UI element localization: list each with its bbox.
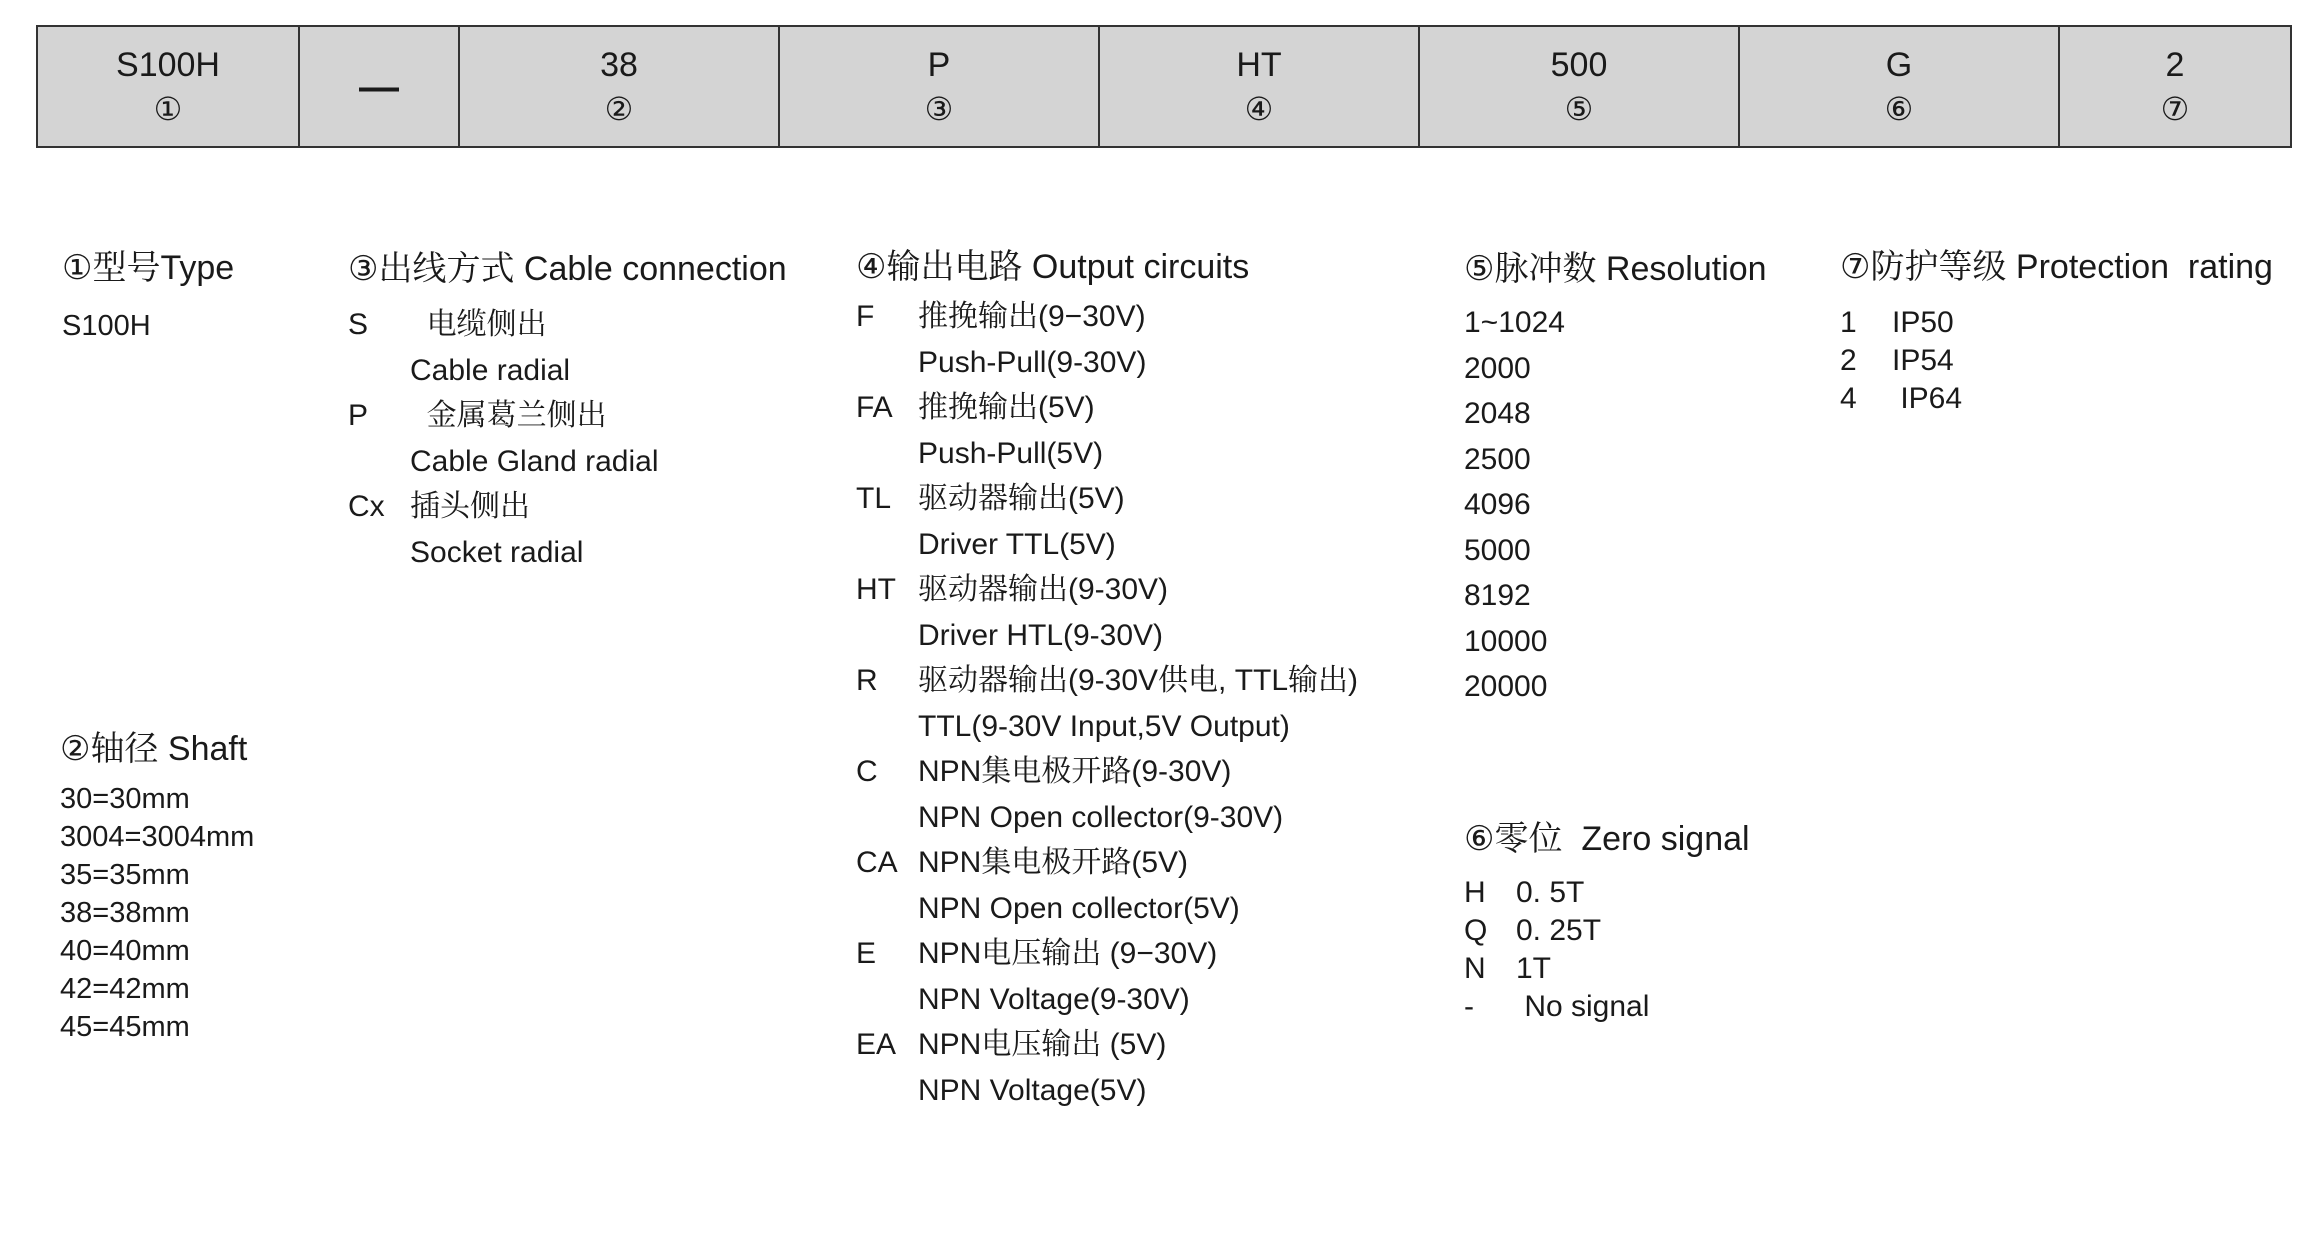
option-row: [856, 476, 1358, 567]
list-item: 2000: [1464, 351, 1531, 385]
list-item: 3004=3004mm: [60, 821, 255, 853]
code-value: S100H: [116, 45, 220, 84]
option-en: Cable radial: [410, 353, 571, 387]
option-row: [856, 931, 1358, 1022]
option-cn: 驱动器输出(9-30V供电, TTL输出): [918, 664, 1359, 697]
option-code: -: [1464, 990, 1474, 1023]
list-item: 40=40mm: [60, 935, 190, 967]
shaft-list: [60, 780, 254, 1046]
list-item: 42=42mm: [60, 973, 190, 1005]
option-code: TL: [856, 482, 892, 515]
code-value: G: [1885, 45, 1913, 84]
option-text: 0. 25T: [1516, 914, 1602, 947]
code-cell-separator: [300, 27, 460, 146]
code-index: ⑦: [2160, 90, 2190, 127]
option-code: Cx: [348, 490, 385, 523]
option-en: Driver HTL(9-30V): [918, 618, 1164, 652]
option-row: [348, 302, 787, 393]
list-item: 30=30mm: [60, 783, 190, 815]
option-cn: NPN电压输出 (9−30V): [918, 937, 1218, 970]
code-separator: —: [359, 64, 399, 109]
code-value: 38: [600, 45, 638, 84]
list-item: 45=45mm: [60, 1011, 190, 1043]
protection-section: [1840, 244, 2273, 418]
option-code: CA: [856, 846, 898, 879]
list-item: 2048: [1464, 397, 1531, 430]
code-cell-type: [38, 27, 300, 146]
list-item: 20000: [1464, 670, 1548, 703]
order-code-table: [36, 25, 2292, 148]
list-item: 38=38mm: [60, 897, 190, 929]
option-cn: 驱动器输出(9-30V): [918, 573, 1169, 606]
code-value: 500: [1550, 45, 1608, 84]
list-item: 5000: [1464, 533, 1531, 567]
output-section: [856, 244, 1358, 1113]
resolution-list: [1464, 300, 1767, 710]
zero-options: [1464, 874, 1750, 1026]
option-en: NPN Voltage(5V): [918, 1073, 1147, 1107]
option-row: [1464, 912, 1750, 950]
output-options: [856, 294, 1358, 1113]
option-cn: 插头侧出: [410, 490, 530, 523]
protection-options: [1840, 304, 2273, 418]
option-cn: 推挽输出(5V): [918, 391, 1095, 424]
option-text: 0. 5T: [1516, 876, 1585, 909]
option-code: 4: [1840, 382, 1857, 415]
option-row: [1840, 342, 2273, 380]
code-value: 2: [2165, 45, 2185, 84]
option-row: [856, 749, 1358, 840]
option-code: N: [1464, 952, 1486, 985]
option-text: IP50: [1892, 306, 1954, 339]
option-en: Driver TTL(5V): [918, 527, 1116, 561]
zero-section: [1464, 816, 1750, 1026]
option-code: P: [348, 399, 369, 432]
option-en: TTL(9-30V Input,5V Output): [918, 709, 1290, 743]
cable-section: [348, 246, 787, 575]
option-row: [1464, 988, 1750, 1026]
cable-title: ③出线方式 Cable connection: [348, 250, 787, 288]
option-row: [1840, 380, 2273, 418]
option-row: [856, 385, 1358, 476]
option-row: [348, 393, 787, 484]
shaft-section: [60, 726, 254, 1046]
option-row: [856, 1022, 1358, 1113]
list-item: 1~1024: [1464, 306, 1565, 339]
option-en: Push-Pull(9-30V): [918, 345, 1147, 379]
option-cn: 驱动器输出(5V): [918, 482, 1125, 515]
option-text: No signal: [1516, 990, 1650, 1023]
list-item: 2500: [1464, 442, 1531, 476]
option-code: FA: [856, 391, 893, 424]
option-text: IP54: [1892, 344, 1954, 377]
resolution-title: ⑤脉冲数 Resolution: [1464, 250, 1767, 288]
option-en: Socket radial: [410, 535, 584, 569]
option-en: NPN Open collector(5V): [918, 891, 1240, 925]
list-item: 35=35mm: [60, 859, 190, 891]
option-row: [856, 840, 1358, 931]
list-item: 8192: [1464, 579, 1531, 612]
option-code: S: [348, 308, 369, 341]
option-row: [348, 484, 787, 575]
code-index: ④: [1244, 90, 1274, 127]
option-cn: NPN电压输出 (5V): [918, 1028, 1167, 1061]
option-row: [1840, 304, 2273, 342]
option-code: HT: [856, 573, 896, 606]
list-item: 10000: [1464, 624, 1548, 658]
option-row: [1464, 874, 1750, 912]
resolution-section: [1464, 246, 1767, 710]
option-en: NPN Open collector(9-30V): [918, 800, 1284, 834]
code-cell-protection: [2060, 27, 2290, 146]
option-en: NPN Voltage(9-30V): [918, 982, 1190, 1016]
type-title: ①型号Type: [62, 249, 235, 287]
code-cell-shaft: [460, 27, 780, 146]
option-text: 1T: [1516, 952, 1552, 985]
code-value: HT: [1236, 45, 1282, 84]
code-index: ⑤: [1564, 90, 1594, 127]
option-row: [856, 567, 1358, 658]
option-code: EA: [856, 1028, 897, 1061]
list-item: S100H: [62, 310, 151, 342]
option-cn: 推挽输出(9−30V): [918, 300, 1146, 333]
code-index: ②: [604, 90, 634, 127]
list-item: 4096: [1464, 488, 1531, 521]
option-cn: 金属葛兰侧出: [410, 399, 607, 432]
type-section: [62, 245, 234, 345]
code-cell-cable: [780, 27, 1100, 146]
option-text: IP64: [1892, 382, 1963, 415]
cable-options: [348, 302, 787, 575]
option-code: F: [856, 300, 875, 333]
option-cn: NPN集电极开路(9-30V): [918, 755, 1232, 788]
code-cell-output: [1100, 27, 1420, 146]
option-cn: 电缆侧出: [410, 308, 547, 341]
option-code: 2: [1840, 344, 1857, 377]
option-code: E: [856, 937, 877, 970]
option-row: [856, 294, 1358, 385]
option-row: [856, 658, 1358, 749]
code-cell-resolution: [1420, 27, 1740, 146]
option-en: Cable Gland radial: [410, 444, 659, 478]
code-index: ③: [924, 90, 954, 127]
code-index: ①: [153, 90, 183, 127]
option-en: Push-Pull(5V): [918, 436, 1104, 470]
code-cell-zero: [1740, 27, 2060, 146]
output-title: ④输出电路 Output circuits: [856, 248, 1250, 286]
option-code: H: [1464, 876, 1486, 909]
zero-title: ⑥零位 Zero signal: [1464, 820, 1750, 858]
shaft-title: ②轴径 Shaft: [60, 730, 248, 768]
code-value: P: [927, 45, 951, 84]
code-index: ⑥: [1884, 90, 1914, 127]
option-code: 1: [1840, 306, 1857, 339]
option-cn: NPN集电极开路(5V): [918, 846, 1189, 879]
option-code: C: [856, 755, 878, 788]
type-list: [62, 307, 234, 345]
option-code: Q: [1464, 914, 1488, 947]
option-row: [1464, 950, 1750, 988]
protection-title: ⑦防护等级 Protection rating: [1840, 248, 2273, 286]
option-code: R: [856, 664, 878, 697]
